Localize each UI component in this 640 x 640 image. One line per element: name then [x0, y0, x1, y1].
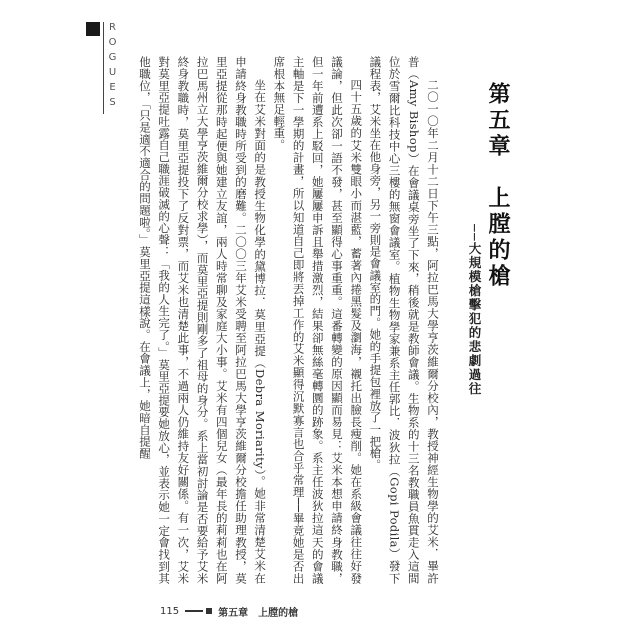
footer-chapter-title: 上膛的槍 [258, 607, 299, 619]
body-text [137, 56, 442, 584]
page-footer [160, 604, 298, 618]
running-head-block [86, 22, 100, 36]
body-paragraph-2: 四十五歲的艾米雙眼小而湛藍，蓄著內捲黑髮及瀏海，襯托出臉長瘦削。她在系級會議往往好發議論，但此次卻一語不發，甚至顯得心事重重。這番轉變的原因顯而易見：艾米本想申請終身教職，但一年前遭系上駁回，她屢屢申訴且舉措激烈，結果卻無絲毫轉圜的跡象。系主任波狄拉這天的會議主軸是下一學期的計畫，所以知道自己即將丟掉工作的艾米顯得沉默寡言也合乎常理──畢竟她是否出席根本無足輕重。 [272, 56, 364, 584]
footer-chapter-label: 第五章 [218, 607, 249, 619]
page-number: 115 [160, 605, 180, 617]
chapter-subtitle: ──大規模槍擊犯的悲劇過往 [467, 224, 482, 397]
footer-rule [185, 610, 203, 612]
chapter-title: 第五章 上膛的槍 [485, 82, 510, 290]
body-paragraph-3: 坐在艾米對面的是教授生物化學的黛博拉．莫里亞提（Debra Moriarity）。她非常清楚艾米在申請終身教職時所受到的磨難。二〇〇三年艾米受聘至阿拉巴馬大學亨茨維爾分校擔任助理教授，莫里亞提從那時起便與她建立友誼，兩人時常聊及家庭大小事。艾米有四個兒女（最年長的莉莉也在阿拉巴馬州立大學亨茨維爾分校求學），而莫里亞提則剛多了祖母的身分。系上當初討論是否要給予艾米終身教職時，莫里亞提投下了反對票，而艾米也清楚此事，不過兩人仍維持友好關係。有一次，艾米對莫里亞提吐露自己職涯破滅的心聲：「我的人生完了。」莫里亞提要她放心，並表示她一定會找到其他職位，「只是適不適合的問題啦。」莫里亞提這樣說。在會議上，她暗自提醒 [137, 56, 268, 584]
chapter-heading [450, 54, 520, 574]
body-paragraph-1: 二〇一〇年二月十二日下午三點，阿拉巴馬大學亨茨維爾分校內，教授神經生物學的艾米．畢許普（Amy Bishop）在會議桌旁坐了下來，稍後就是教師會議。生物系的十三名教職員魚貫走入這間位於雪爾比科技中心三樓的無窗會議室。植物生物學家兼系主任郭比．波狄拉（Gopi Podila）發下議程表，艾米坐在他身旁，另一旁則是會議室的門。她的手提包裡放了一把槍。 [368, 56, 440, 584]
running-head-rule [103, 22, 104, 114]
running-head-word: ROGUES [107, 22, 118, 112]
footer-square-icon [206, 608, 212, 614]
